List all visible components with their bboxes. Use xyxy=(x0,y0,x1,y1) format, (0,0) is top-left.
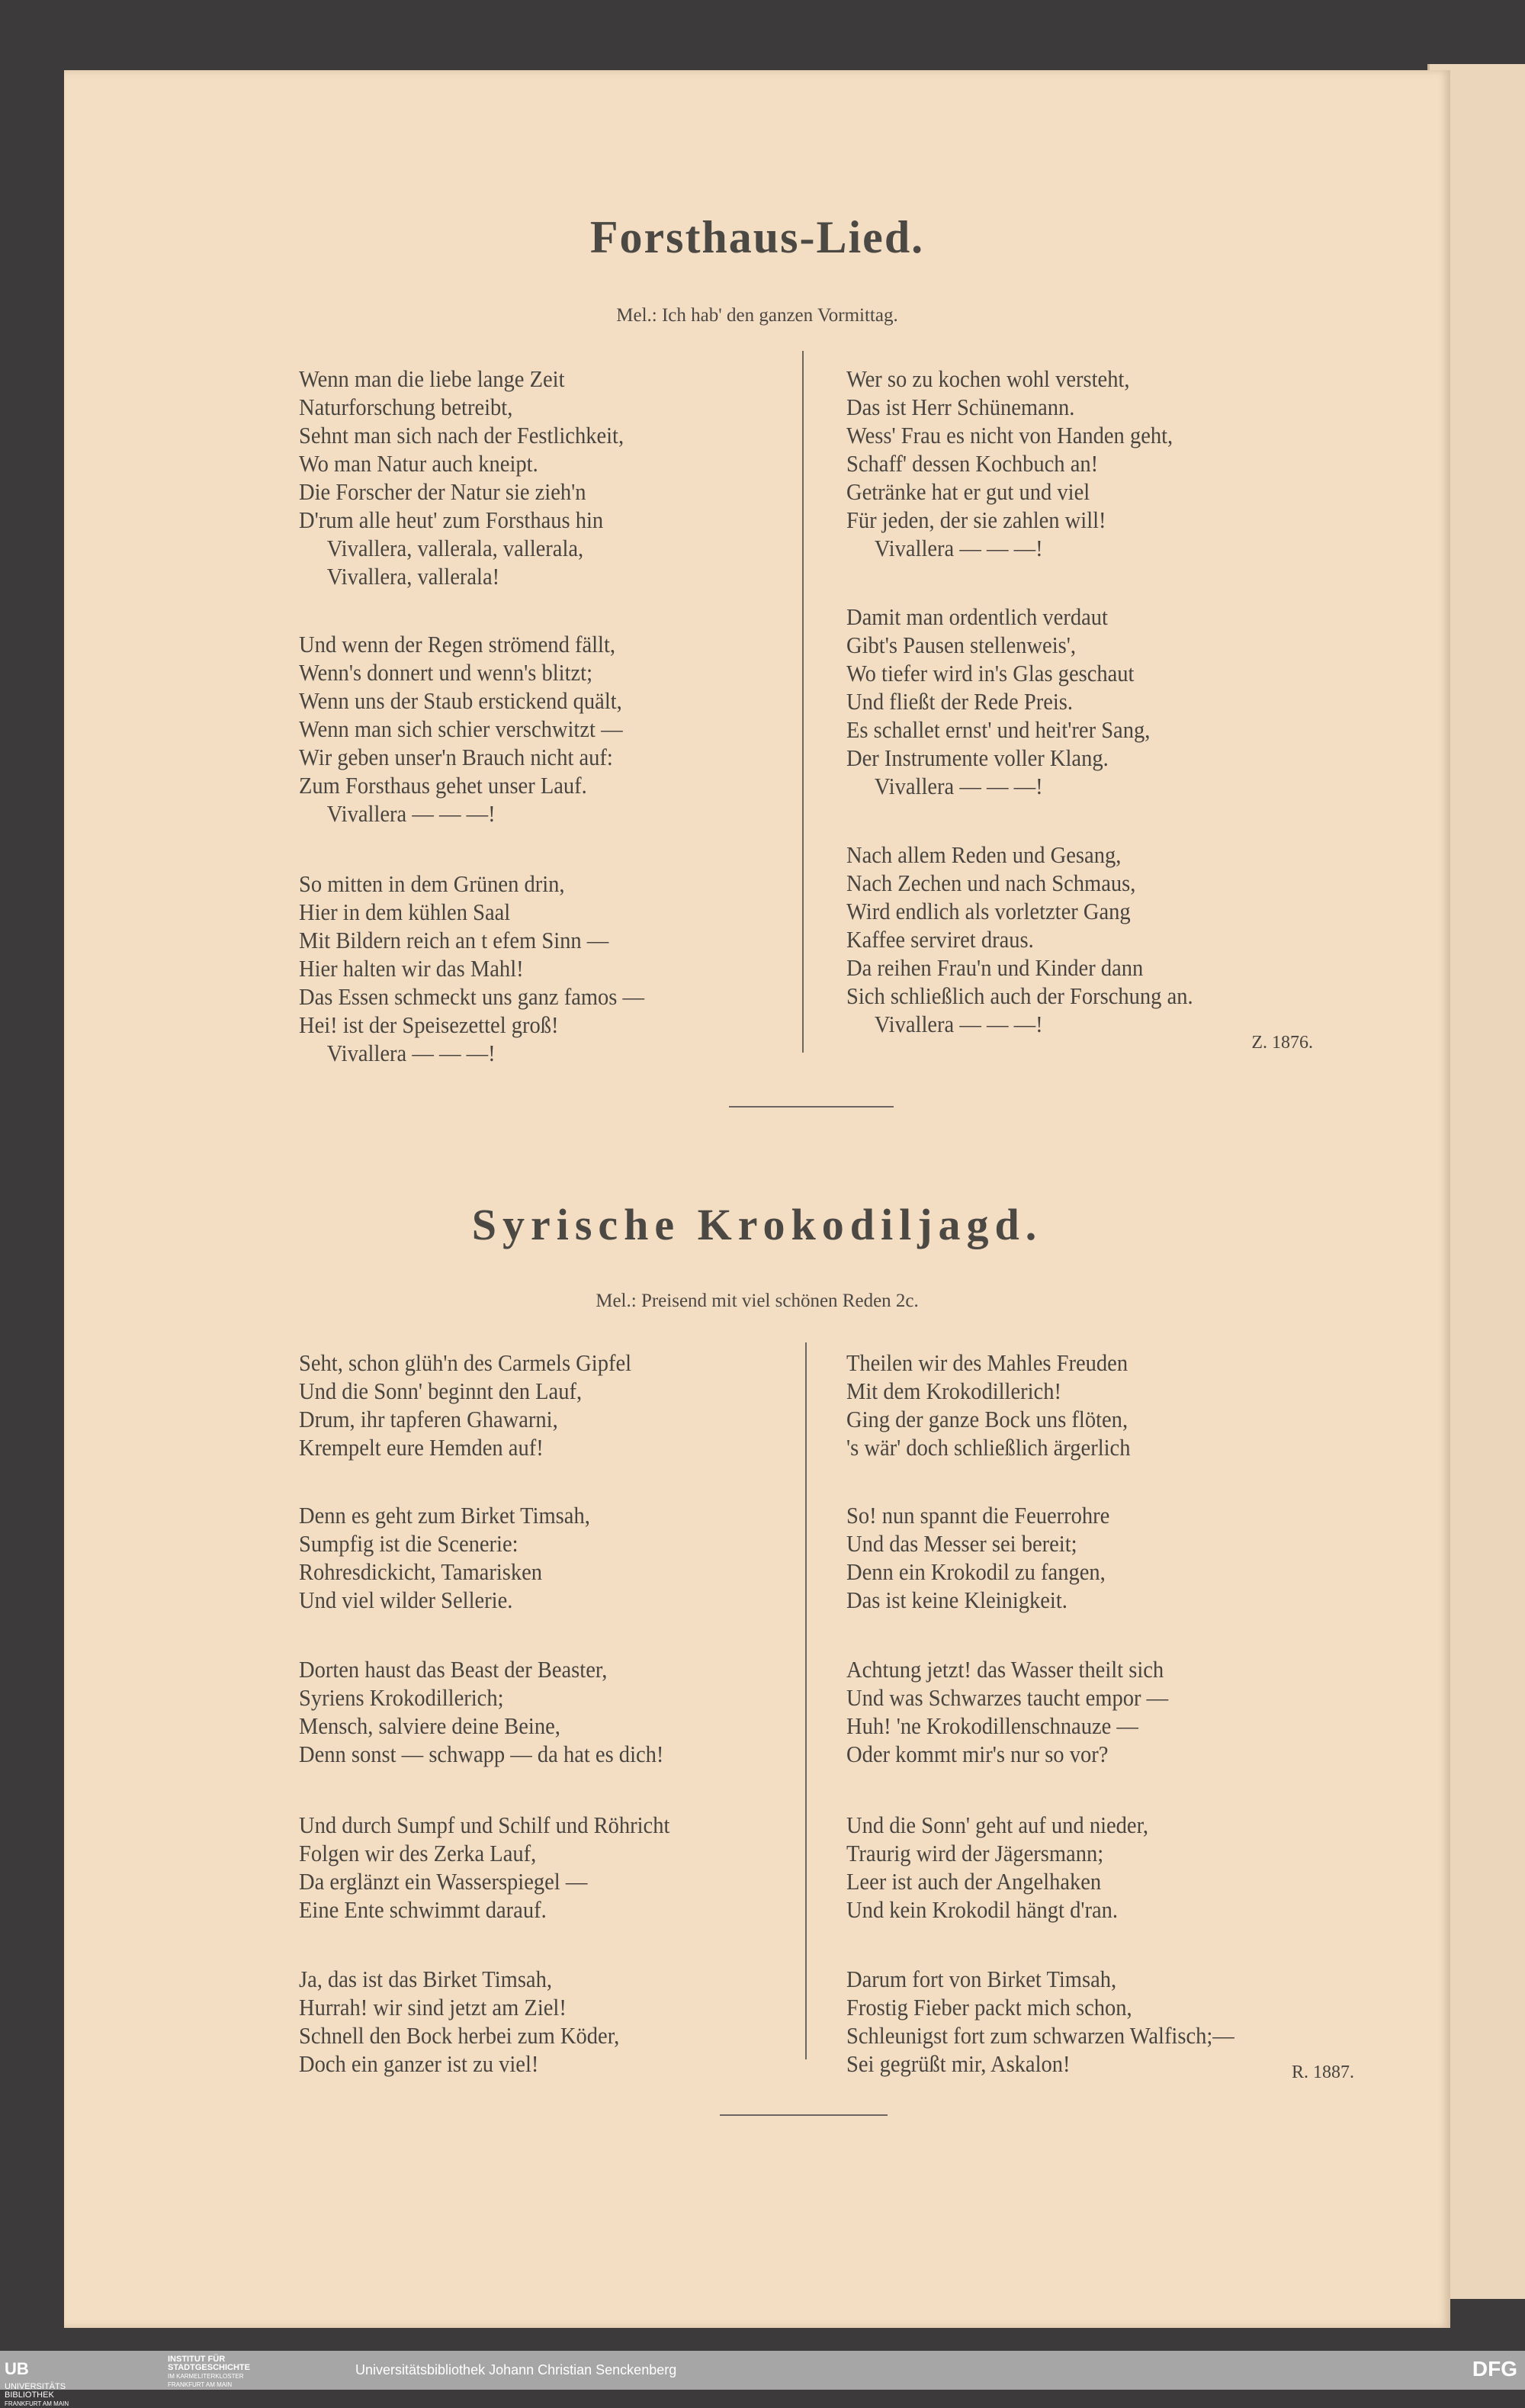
document-page xyxy=(64,70,1450,2328)
verse-line: Es schallet ernst' und heit'rer Sang, xyxy=(846,716,1151,743)
verse-line: Wo man Natur auch kneipt. xyxy=(299,450,538,477)
song-title: Forsthaus-Lied. xyxy=(589,212,925,262)
verse-line: Damit man ordentlich verdaut xyxy=(846,603,1108,630)
stanza xyxy=(299,1349,660,1461)
verse-line: Und was Schwarzes taucht empor — xyxy=(846,1684,1169,1711)
verse-line: Oder kommt mir's nur so vor? xyxy=(846,1741,1109,1767)
signature: R. 1887. xyxy=(1291,2062,1354,2082)
verse-line: So mitten in dem Grünen drin, xyxy=(299,870,565,897)
verse-line: Kaffee serviret draus. xyxy=(846,926,1034,953)
logo-text: INSTITUT FÜR xyxy=(168,2355,226,2364)
verse-line: Wenn man sich schier verschwitzt — xyxy=(299,715,623,742)
melody-note: Mel.: Preisend mit viel schönen Reden 2c. xyxy=(596,1291,919,1311)
verse-line: Seht, schon glüh'n des Carmels Gipfel xyxy=(299,1349,632,1376)
stanza xyxy=(299,1811,702,1924)
verse-line: Hurrah! wir sind jetzt am Ziel! xyxy=(299,1994,567,2021)
verse-line: Ging der ganze Bock uns flöten, xyxy=(846,1406,1128,1432)
verse-line: Wir geben unser'n Brauch nicht auf: xyxy=(299,744,613,770)
logo-text: BIBLIOTHEK xyxy=(5,2390,54,2400)
signature: Z. 1876. xyxy=(1251,1033,1313,1053)
verse-line: Vivallera, vallerala, vallerala, xyxy=(326,535,584,561)
verse-line: Wess' Frau es nicht von Handen geht, xyxy=(846,422,1173,448)
verse-line: Drum, ihr tapferen Ghawarni, xyxy=(299,1406,558,1432)
verse-line: Sumpfig ist die Scenerie: xyxy=(299,1530,518,1557)
verse-line: Getränke hat er gut und viel xyxy=(846,478,1090,505)
verse-line: Und kein Krokodil hängt d'ran. xyxy=(846,1896,1119,1923)
ub-logo[interactable] xyxy=(5,2355,69,2408)
verse-line: Krempelt eure Hemden auf! xyxy=(299,1434,544,1461)
verse-line: Vivallera — — —! xyxy=(326,1040,496,1066)
verse-line: Und die Sonn' geht auf und nieder, xyxy=(846,1812,1149,1838)
verse-line: Da erglänzt ein Wasserspiegel — xyxy=(299,1868,588,1895)
verse-line: Und fließt der Rede Preis. xyxy=(846,688,1074,715)
melody-note: Mel.: Ich hab' den ganzen Vormittag. xyxy=(616,305,898,326)
separator-rule xyxy=(720,2114,888,2116)
verse-line: Denn es geht zum Birket Timsah, xyxy=(299,1502,590,1529)
verse-line: Die Forscher der Natur sie zieh'n xyxy=(299,478,586,505)
stanza xyxy=(846,1811,1175,1924)
verse-line: Darum fort von Birket Timsah, xyxy=(846,1966,1117,1992)
verse-line: Vivallera — — —! xyxy=(874,773,1043,799)
song-title: Syrische Krokodiljagd. xyxy=(471,1200,1043,1249)
verse-line: Vivallera — — —! xyxy=(874,1011,1043,1037)
column-divider xyxy=(802,351,804,1053)
column-divider xyxy=(805,1342,807,2059)
verse-line: Sei gegrüßt mir, Askalon! xyxy=(846,2050,1071,2077)
verse-line: Mensch, salviere deine Beine, xyxy=(299,1712,560,1739)
verse-line: D'rum alle heut' zum Forsthaus hin xyxy=(299,506,604,533)
verse-line: Nach allem Reden und Gesang, xyxy=(846,841,1122,868)
verse-line: Doch ein ganzer ist zu viel! xyxy=(299,2050,539,2077)
verse-line: Zum Forsthaus gehet unser Lauf. xyxy=(299,772,587,799)
verse-line: Wenn uns der Staub erstickend quält, xyxy=(299,687,622,714)
stanza xyxy=(299,1655,695,1768)
verse-line: Und viel wilder Sellerie. xyxy=(299,1587,513,1613)
verse-line: Eine Ente schwimmt darauf. xyxy=(299,1896,547,1923)
stanza xyxy=(846,1501,1132,1614)
verse-line: Nach Zechen und nach Schmaus, xyxy=(846,870,1136,896)
verse-line: Da reihen Frau'n und Kinder dann xyxy=(846,954,1144,981)
verse-line: Der Instrumente voller Klang. xyxy=(846,744,1109,771)
verse-line: Huh! 'ne Krokodillenschnauze — xyxy=(846,1712,1138,1739)
verse-line: Denn ein Krokodil zu fangen, xyxy=(846,1558,1106,1585)
separator-rule xyxy=(729,1106,894,1108)
verse-line: Hier halten wir das Mahl! xyxy=(299,955,524,982)
verse-line: Dorten haust das Beast der Beaster, xyxy=(299,1656,608,1683)
verse-line: Für jeden, der sie zahlen will! xyxy=(846,506,1106,533)
library-credit: Universitätsbibliothek Johann Christian Senckenberg xyxy=(355,2362,677,2377)
verse-line: Und wenn der Regen strömend fällt, xyxy=(299,631,616,657)
verse-line: Sehnt man sich nach der Festlichkeit, xyxy=(299,422,624,448)
stanza xyxy=(846,603,1177,800)
stanza xyxy=(846,1965,1268,2078)
verse-line: Das ist keine Kleinigkeit. xyxy=(846,1587,1068,1613)
logo-text: FRANKFURT AM MAIN xyxy=(5,2400,69,2407)
verse-line: Gibt's Pausen stellenweis', xyxy=(846,632,1076,658)
verse-line: Wird endlich als vorletzter Gang xyxy=(846,898,1131,924)
verse-line: Schleunigst fort zum schwarzen Walfisch;— xyxy=(846,2022,1234,2049)
stanza xyxy=(299,630,651,828)
verse-line: Wenn man die liebe lange Zeit xyxy=(299,365,565,392)
stanza xyxy=(299,1965,647,2078)
viewer-footer xyxy=(0,2351,1525,2407)
verse-line: Hei! ist der Speisezettel groß! xyxy=(299,1011,559,1038)
verse-line: Naturforschung betreibt, xyxy=(299,394,513,420)
ub-logo-mark: UB xyxy=(5,2359,29,2378)
verse-line: Theilen wir des Mahles Freuden xyxy=(846,1349,1128,1376)
verse-line: Achtung jetzt! das Wasser theilt sich xyxy=(846,1656,1164,1683)
verse-line: Und durch Sumpf und Schilf und Röhricht xyxy=(299,1812,670,1838)
verse-line: Sich schließlich auch der Forschung an. xyxy=(846,982,1193,1009)
dfg-logo: DFG xyxy=(1472,2357,1517,2381)
stanza xyxy=(846,1349,1155,1461)
stanza xyxy=(846,365,1201,562)
verse-line: Und das Messer sei bereit; xyxy=(846,1530,1077,1557)
verse-line: Wo tiefer wird in's Glas geschaut xyxy=(846,660,1135,686)
verse-line: Mit Bildern reich an t efem Sinn — xyxy=(299,927,609,953)
stanza xyxy=(846,841,1223,1038)
logo-text: UNIVERSITÄTS xyxy=(5,2382,66,2391)
verse-line: Rohresdickicht, Tamarisken xyxy=(299,1558,543,1585)
verse-line: Wer so zu kochen wohl versteht, xyxy=(846,365,1130,392)
verse-line: Traurig wird der Jägersmann; xyxy=(846,1840,1104,1866)
verse-line: Vivallera, vallerala! xyxy=(326,563,500,590)
verse-line: Frostig Fieber packt mich schon, xyxy=(846,1994,1132,2021)
verse-line: Ja, das ist das Birket Timsah, xyxy=(299,1966,552,1992)
institut-logo[interactable] xyxy=(168,2355,250,2389)
stanza xyxy=(846,1655,1196,1768)
stanza xyxy=(299,1501,615,1614)
verse-line: Folgen wir des Zerka Lauf, xyxy=(299,1840,537,1866)
verse-line: Mit dem Krokodillerich! xyxy=(846,1378,1061,1404)
logo-text: FRANKFURT AM MAIN xyxy=(168,2381,233,2388)
logo-text: STADTGESCHICHTE xyxy=(168,2363,250,2372)
verse-line: Vivallera — — —! xyxy=(326,800,496,827)
verse-line: Vivallera — — —! xyxy=(874,535,1043,561)
stanza xyxy=(299,870,674,1067)
verse-line: Schnell den Bock herbei zum Köder, xyxy=(299,2022,620,2049)
logo-text: IM KARMELITERKLOSTER xyxy=(168,2373,244,2380)
verse-line: Schaff' dessen Kochbuch an! xyxy=(846,450,1099,477)
verse-line: So! nun spannt die Feuerrohre xyxy=(846,1502,1110,1529)
verse-line: Denn sonst — schwapp — da hat es dich! xyxy=(299,1741,664,1767)
stanza xyxy=(299,365,652,590)
verse-line: Wenn's donnert und wenn's blitzt; xyxy=(299,659,593,686)
verse-line: Das Essen schmeckt uns ganz famos — xyxy=(299,983,645,1010)
verse-line: Leer ist auch der Angelhaken xyxy=(846,1868,1102,1895)
verse-line: Syriens Krokodillerich; xyxy=(299,1684,504,1711)
verse-line: Und die Sonn' beginnt den Lauf, xyxy=(299,1378,583,1404)
verse-line: Hier in dem kühlen Saal xyxy=(299,899,511,925)
verse-line: Das ist Herr Schünemann. xyxy=(846,394,1075,420)
verse-line: 's wär' doch schließlich ärgerlich xyxy=(846,1434,1131,1461)
